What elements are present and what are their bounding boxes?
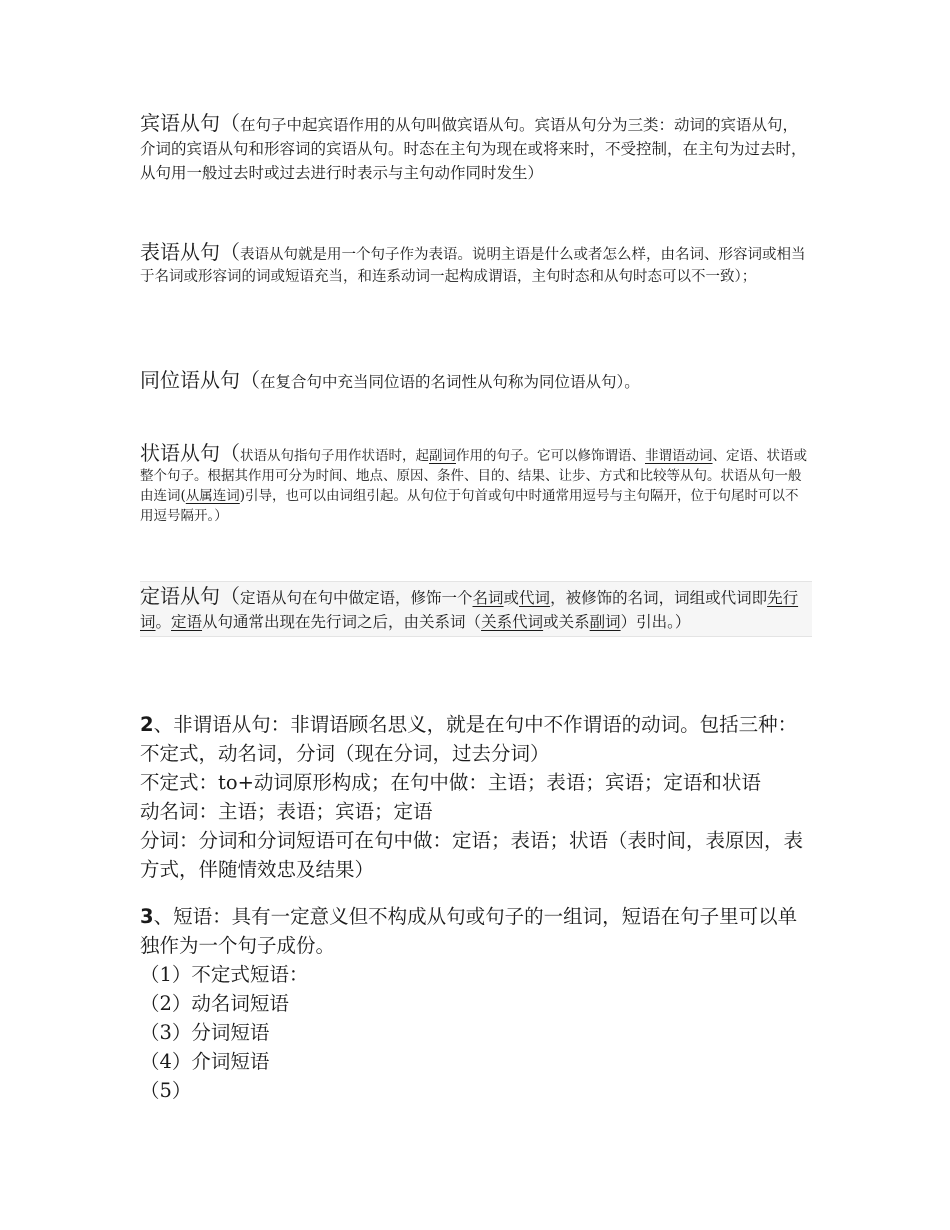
link-noun[interactable]: 名词 (472, 589, 504, 607)
attributive-clause-paragraph (140, 581, 812, 637)
link-subordinating-conjunction[interactable]: 从属连词 (185, 488, 240, 504)
attributive-text-2: 或 (503, 589, 520, 607)
list-item: （4）介词短语 (140, 1050, 270, 1073)
predicative-clause-text: 表语从句就是用一个句子作为表语。说明主语是什么或者怎么样，由名词、形容词或相当于名词或形容词的词或短语充当，和连系动词一起构成谓语，主句时态和从句时态可以不一致）； (140, 247, 806, 285)
adverbial-text-1: 状语从句指句子用作状语时，起 (240, 448, 429, 464)
link-attributive[interactable]: 定语 (171, 613, 203, 631)
object-clause-text: 在句子中起宾语作用的从句叫做宾语从句。宾语从句分为三类：动词的宾语从句，介词的宾语从句和形容词的宾语从句。时态在主句为现在或将来时，不受控制，在主句为过去时，从句用一般过去时或过去进行时表示与主句动作同时发生） (140, 116, 807, 182)
object-clause-heading: 宾语从句 (140, 111, 220, 135)
list-item: （1）不定式短语： (140, 963, 309, 986)
adverbial-clause-paragraph (140, 443, 812, 526)
link-adverb[interactable]: 副词 (429, 448, 456, 464)
attributive-clause-heading: 定语从句 (140, 584, 220, 608)
predicative-clause-paragraph (140, 241, 812, 288)
section-3 (140, 902, 812, 1105)
open-paren: （ (240, 368, 260, 392)
section-2-line-2: 不定式：to+动词原形构成；在句中做：主语；表语；宾语；定语和状语 (140, 771, 761, 794)
link-relative-pronoun[interactable]: 关系代词 (481, 613, 544, 631)
section-3-line-1 (140, 902, 812, 960)
attributive-text-1: 定语从句在句中做定语，修饰一个 (240, 589, 473, 607)
appositive-clause-text: 在复合句中充当同位语的名词性从句称为同位语从句）。 (260, 373, 640, 391)
link-relative-adverb[interactable]: 副词 (589, 613, 621, 631)
list-item: （3）分词短语 (140, 1021, 270, 1044)
section-2 (140, 710, 812, 884)
predicative-clause-heading: 表语从句 (140, 240, 220, 264)
object-clause-paragraph (140, 111, 812, 185)
open-paren: （ (220, 111, 240, 135)
link-pronoun[interactable]: 代词 (519, 589, 551, 607)
attributive-text-5: 从句通常出现在先行词之后，由关系词（ (202, 613, 482, 631)
section-2-line-4: 分词：分词和分词短语可在句中做：定语；表语；状语（表时间，表原因，表方式，伴随情效忠及结果） (140, 829, 804, 881)
attributive-text-3: ，被修饰的名词，词组或代词即 (550, 589, 768, 607)
section-3-text: 、短语：具有一定意义但不构成从句或句子的一组词，短语在句子里可以单独作为一个句子成份。 (140, 905, 798, 957)
section-3-number: 3 (140, 905, 154, 928)
list-item: （5） (140, 1079, 192, 1102)
section-2-line-1 (140, 710, 812, 768)
adverbial-text-3: 、定语、状语或整个句子。根据其作用可分为时间、地点、原因、条件、目的、结果、让步、方式和比较等从句。状语从句一般由连词( (140, 448, 807, 504)
open-paren: （ (220, 584, 240, 608)
section-2-line-3: 动名词：主语；表语；宾语；定语 (140, 800, 433, 823)
appositive-clause-heading: 同位语从句 (140, 368, 240, 392)
open-paren: （ (220, 240, 240, 264)
open-paren: （ (220, 441, 240, 465)
link-non-finite-verb[interactable]: 非谓语动词 (645, 448, 713, 464)
adverbial-clause-heading: 状语从句 (140, 441, 220, 465)
attributive-text-4: 。 (155, 613, 172, 631)
adverbial-text-2: 作用的句子。它可以修饰谓语、 (456, 448, 645, 464)
attributive-text-7: ）引出。） (620, 613, 691, 631)
section-2-number: 2 (140, 713, 154, 736)
appositive-clause-paragraph (140, 368, 812, 394)
list-item: （2）动名词短语 (140, 992, 289, 1015)
adverbial-text-4: )引导，也可以由词组引起。从句位于句首或句中时通常用逗号与主句隔开，位于句尾时可以不用逗号隔开。） (140, 488, 799, 524)
attributive-text-6: 或关系 (543, 613, 590, 631)
link-antecedent[interactable]: 先行词 (140, 589, 799, 631)
section-2-text: 、非谓语从句：非谓语顾名思义，就是在句中不作谓语的动词。包括三种：不定式，动名词，分词（现在分词，过去分词） (140, 713, 798, 765)
